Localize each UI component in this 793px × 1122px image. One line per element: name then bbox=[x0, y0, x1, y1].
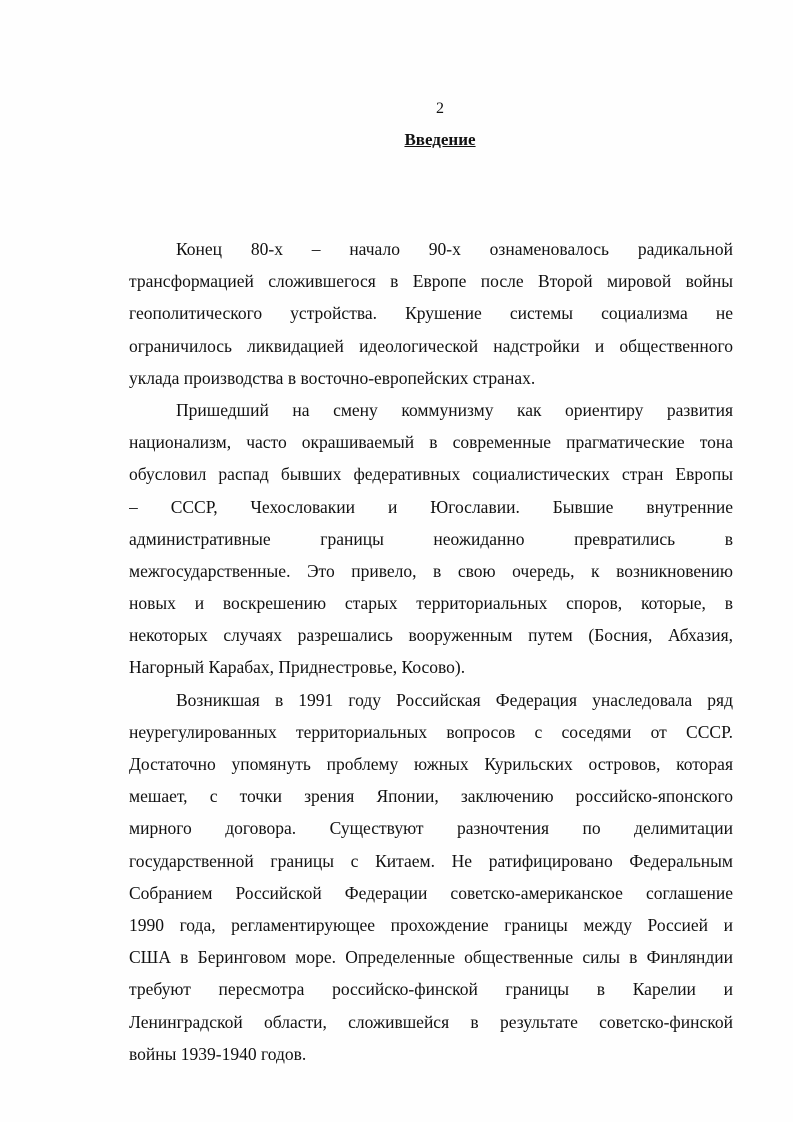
page-number: 2 bbox=[436, 100, 444, 117]
text-line: Нагорный Карабах, Приднестровье, Косово). bbox=[129, 657, 466, 678]
text-line: Собранием Российской Федерации советско-американское соглашение bbox=[129, 882, 733, 903]
text-line: национализм, часто окрашиваемый в современные прагматические тона bbox=[129, 432, 733, 453]
text-line: Ленинградской области, сложившейся в результате советско-финской bbox=[129, 1011, 733, 1032]
text-line: уклада производства в восточно-европейских странах. bbox=[129, 367, 536, 388]
text-line: Конец 80-х – начало 90-х ознаменовалось радикальной bbox=[176, 239, 733, 259]
text-line: войны 1939-1940 годов. bbox=[129, 1043, 307, 1064]
body-text bbox=[129, 233, 733, 1070]
text-line: обусловил распад бывших федеративных социалистических стран Европы bbox=[129, 464, 733, 485]
text-line: неурегулированных территориальных вопросов с соседями от СССР. bbox=[129, 721, 733, 742]
text-line: геополитического устройства. Крушение системы социализма не bbox=[129, 303, 733, 324]
text-line: мешает, с точки зрения Японии, заключению российско-японского bbox=[129, 786, 733, 807]
text-line: Достаточно упомянуть проблему южных Курильских островов, которая bbox=[129, 754, 733, 774]
text-line: государственной границы с Китаем. Не ратифицировано Федеральным bbox=[129, 850, 733, 871]
text-line: требуют пересмотра российско-финской границы в Карелии и bbox=[129, 979, 733, 1000]
text-line: мирного договора. Существуют разночтения по делимитации bbox=[129, 818, 733, 839]
text-line: новых и воскрешению старых территориальных споров, которые, в bbox=[129, 593, 733, 614]
text-line: некоторых случаях разрешались вооруженным путем (Босния, Абхазия, bbox=[129, 625, 733, 646]
text-line: административные границы неожиданно превратились в bbox=[129, 528, 733, 549]
text-line: трансформацией сложившегося в Европе после Второй мировой войны bbox=[129, 271, 733, 292]
text-line: – СССР, Чехословакии и Югославии. Бывшие внутренние bbox=[129, 496, 733, 517]
text-line: ограничилось ликвидацией идеологической надстройки и общественного bbox=[129, 335, 733, 356]
text-line: США в Беринговом море. Определенные общественные силы в Финляндии bbox=[129, 947, 733, 968]
text-line: 1990 года, регламентирующее прохождение границы между Россией и bbox=[129, 914, 733, 935]
text-line: межгосударственные. Это привело, в свою очередь, к возникновению bbox=[129, 560, 733, 581]
page-title: Введение bbox=[404, 130, 476, 149]
text-line: Возникшая в 1991 году Российская Федерация унаследовала ряд bbox=[176, 689, 733, 710]
text-line: Пришедший на смену коммунизму как ориентиру развития bbox=[176, 399, 733, 420]
